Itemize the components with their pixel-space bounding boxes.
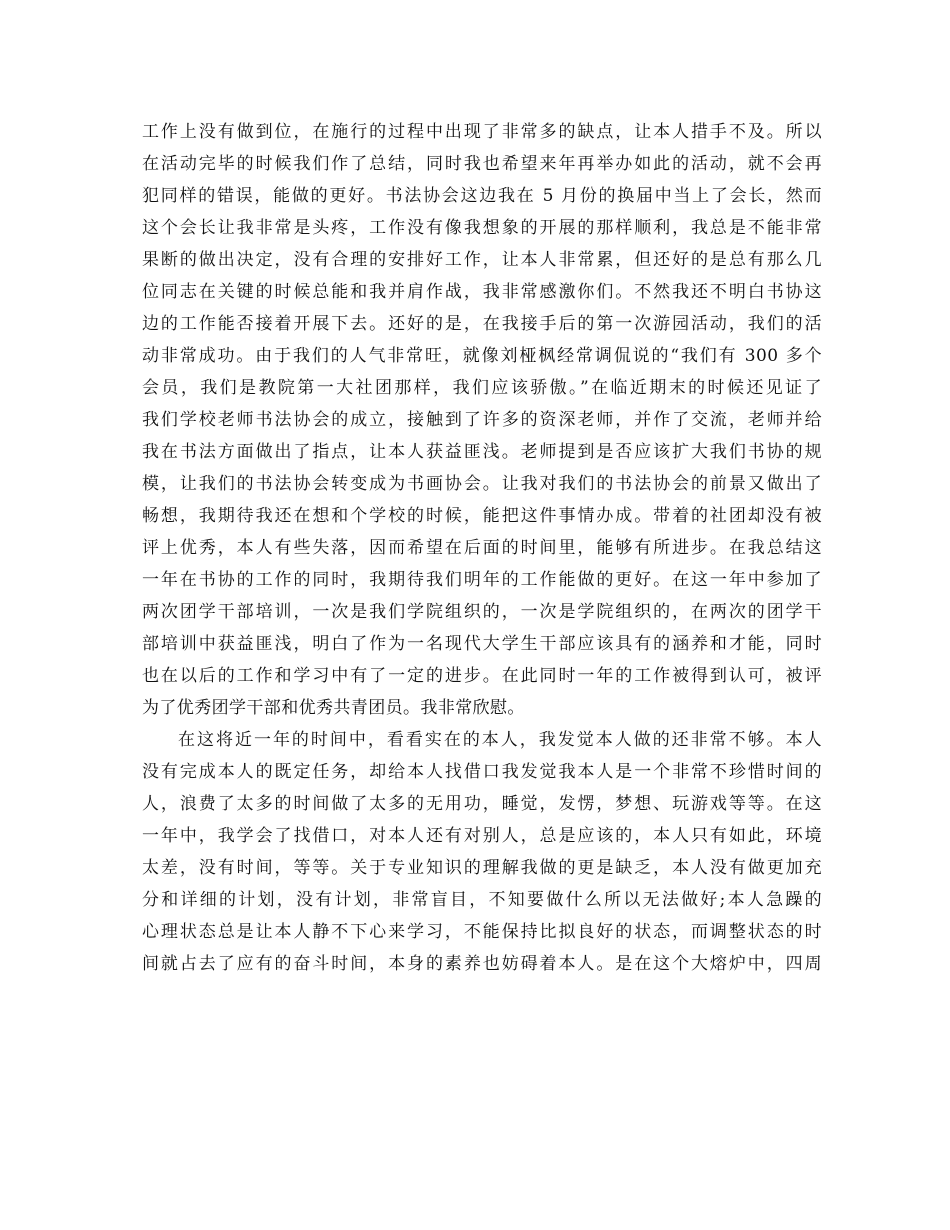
text-line: 工作上没有做到位，在施行的过程中出现了非常多的缺点，让本人措手不及。所以 [142,122,822,142]
text-line: 边的工作能否接着开展下去。还好的是，在我接手后的第一次游园活动，我们的活 [142,314,822,334]
body-text [142,116,822,980]
text-line: 位同志在关键的时候总能和我并肩作战，我非常感激你们。不然我还不明白书协这 [142,282,822,302]
text-line: 果断的做出决定，没有合理的安排好工作，让本人非常累，但还好的是总有那么几 [142,250,822,270]
text-line: 犯同样的错误，能做的更好。书法协会这边我在 5 月份的换届中当上了会长，然而 [142,186,822,206]
text-line: 一年中，我学会了找借口，对本人还有对别人，总是应该的，本人只有如此，环境 [142,826,822,846]
paragraph [142,116,822,724]
text-line: 为了优秀团学干部和优秀共青团员。我非常欣慰。 [142,698,525,718]
text-line: 在活动完毕的时候我们作了总结，同时我也希望来年再举办如此的活动，就不会再 [142,154,822,174]
text-line: 动非常成功。由于我们的人气非常旺，就像刘桠枫经常调侃说的“我们有 300 多个 [142,346,822,366]
text-line: 这个会长让我非常是头疼，工作没有像我想象的开展的那样顺利，我总是不能非常 [142,218,822,238]
text-line: 我们学校老师书法协会的成立，接触到了许多的资深老师，并作了交流，老师并给 [142,410,822,430]
text-line: 也在以后的工作和学习中有了一定的进步。在此同时一年的工作被得到认可，被评 [142,666,822,686]
text-line: 人，浪费了太多的时间做了太多的无用功，睡觉，发愣，梦想、玩游戏等等。在这 [142,794,822,814]
text-line: 部培训中获益匪浅，明白了作为一名现代大学生干部应该具有的涵养和才能，同时 [142,634,822,654]
text-line: 评上优秀，本人有些失落，因而希望在后面的时间里，能够有所进步。在我总结这 [142,538,822,558]
text-line: 两次团学干部培训，一次是我们学院组织的，一次是学院组织的，在两次的团学干 [142,602,822,622]
text-line: 间就占去了应有的奋斗时间，本身的素养也妨碍着本人。是在这个大熔炉中，四周 [142,954,822,974]
paragraph [142,724,822,980]
text-line: 在这将近一年的时间中，看看实在的本人，我发觉本人做的还非常不够。本人 [178,730,822,750]
text-line: 分和详细的计划，没有计划，非常盲目，不知要做什么所以无法做好;本人急躁的 [142,890,822,910]
text-line: 模，让我们的书法协会转变成为书画协会。让我对我们的书法协会的前景又做出了 [142,474,822,494]
text-line: 太差，没有时间，等等。关于专业知识的理解我做的更是缺乏，本人没有做更加充 [142,858,822,878]
text-line: 一年在书协的工作的同时，我期待我们明年的工作能做的更好。在这一年中参加了 [142,570,822,590]
text-line: 会员，我们是教院第一大社团那样，我们应该骄傲。”在临近期末的时候还见证了 [142,378,822,398]
text-line: 畅想，我期待我还在想和个学校的时候，能把这件事情办成。带着的社团却没有被 [142,506,822,526]
text-line: 心理状态总是让本人静不下心来学习，不能保持比拟良好的状态，而调整状态的时 [142,922,822,942]
text-line: 没有完成本人的既定任务，却给本人找借口我发觉我本人是一个非常不珍惜时间的 [142,762,822,782]
text-line: 我在书法方面做出了指点，让本人获益匪浅。老师提到是否应该扩大我们书协的规 [142,442,822,462]
